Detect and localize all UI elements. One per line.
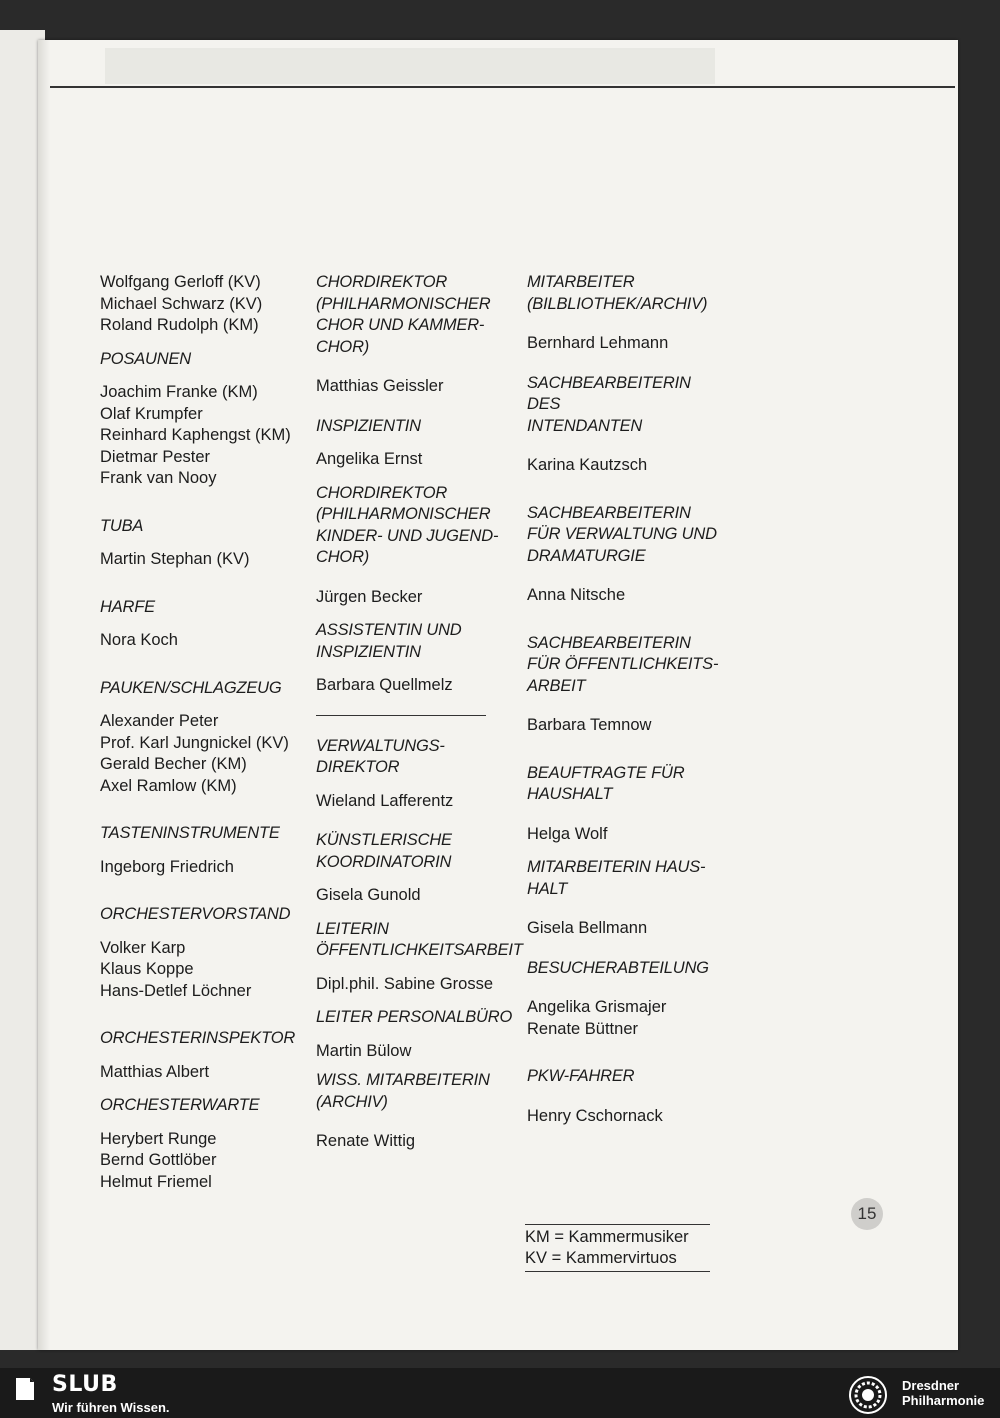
- section-heading-sachbearbeiterin-oeffentlichkeit: SACHBEARBEITERIN: [527, 633, 691, 652]
- name: Henry Cschornack: [527, 1106, 663, 1125]
- name: Dipl.phil. Sabine Grosse: [316, 974, 494, 993]
- section-heading-harfe: HARFE: [100, 597, 155, 616]
- header-bleed-through: [105, 48, 715, 84]
- name: Frank van Nooy: [100, 469, 217, 487]
- name: Gisela Gunold: [316, 886, 421, 904]
- header-rule: [50, 86, 955, 88]
- name: Michael Schwarz (KV): [100, 294, 263, 313]
- page-number: 15: [851, 1198, 883, 1230]
- section-heading-chordirektor-kinder: CHOR): [316, 548, 370, 566]
- name: Olaf Krumpfer: [100, 404, 203, 423]
- dp-line-1: Dresdner: [902, 1378, 960, 1393]
- section-heading-verwaltungsdirektor: VERWALTUNGS-: [316, 736, 445, 755]
- section-heading-beauftragte-haushalt: HAUSHALT: [527, 785, 613, 803]
- section-heading-chordirektor-kinder: CHORDIREKTOR: [316, 483, 448, 502]
- name: Gisela Bellmann: [527, 919, 648, 937]
- section-heading-assistentin: ASSISTENTIN UND: [316, 621, 462, 639]
- name: Reinhard Kaphengst (KM): [100, 426, 291, 444]
- section-heading-chordirektor-kinder: (PHILHARMONISCHER: [316, 505, 491, 523]
- name: Renate Wittig: [316, 1132, 416, 1150]
- section-heading-orchestervorstand: ORCHESTERVORSTAND: [100, 905, 291, 923]
- page-fold: [38, 40, 50, 1350]
- name: Karina Kautzsch: [527, 456, 648, 474]
- section-heading-sachbearbeiterin-oeffentlichkeit: ARBEIT: [527, 676, 586, 695]
- separator-line: [316, 715, 486, 716]
- name: Barbara Temnow: [527, 716, 652, 734]
- section-heading-chordirektor-kinder: KINDER- UND JUGEND-: [316, 526, 499, 545]
- section-heading-sachbearbeiterin-intendanten: SACHBEARBEITERIN DES: [527, 373, 691, 413]
- dresdner-philharmonie-logo-icon: [843, 1374, 893, 1414]
- section-heading-mitarbeiterin-haushalt: HALT: [527, 879, 568, 898]
- name: Ingeborg Friedrich: [100, 857, 234, 876]
- section-heading-posaunen: POSAUNEN: [100, 349, 192, 368]
- section-heading-sachbearbeiterin-verwaltung: FÜR VERWALTUNG UND: [527, 525, 717, 543]
- section-heading-verwaltungsdirektor: DIREKTOR: [316, 758, 400, 776]
- name: Helmut Friemel: [100, 1172, 212, 1191]
- name: Renate Büttner: [527, 1019, 638, 1038]
- section-heading-sachbearbeiterin-verwaltung: DRAMATURGIE: [527, 546, 646, 565]
- section-heading-chordirektor: (PHILHARMONISCHER: [316, 294, 491, 313]
- section-heading-chordirektor: CHOR): [316, 337, 370, 356]
- column-3: [527, 272, 727, 1127]
- section-heading-tasteninstrumente: TASTENINSTRUMENTE: [100, 824, 280, 842]
- name: Nora Koch: [100, 631, 178, 649]
- name: Jürgen Becker: [316, 587, 423, 606]
- name: Wolfgang Gerloff (KV): [100, 273, 261, 291]
- name: Bernhard Lehmann: [527, 334, 669, 352]
- section-heading-leiterin: LEITERIN: [316, 919, 389, 938]
- slub-logo-icon: [14, 1376, 36, 1402]
- name: Helga Wolf: [527, 824, 608, 843]
- section-heading-assistentin: INSPIZIENTIN: [316, 642, 421, 661]
- dp-line-2: Philharmonie: [902, 1393, 985, 1408]
- name: Dietmar Pester: [100, 447, 211, 466]
- section-heading-orchesterwarte: ORCHESTERWARTE: [100, 1096, 260, 1114]
- abbreviation-legend: [525, 1224, 710, 1272]
- section-heading-sachbearbeiterin-oeffentlichkeit: FÜR ÖFFENTLICHKEITS-: [527, 655, 719, 673]
- name: Volker Karp: [100, 938, 186, 957]
- name: Angelika Grismajer: [527, 998, 667, 1016]
- section-heading-mitarbeiter: (BILBLIOTHEK/ARCHIV): [527, 294, 708, 313]
- name: Barbara Quellmelz: [316, 676, 453, 694]
- section-heading-mitarbeiter: MITARBEITER: [527, 273, 635, 291]
- section-heading-mitarbeiterin-haushalt: MITARBEITERIN HAUS-: [527, 858, 706, 876]
- name: Alexander Peter: [100, 712, 219, 730]
- footer-bar: [0, 1368, 1000, 1418]
- name: Herybert Runge: [100, 1129, 217, 1148]
- section-heading-tuba: TUBA: [100, 516, 144, 535]
- section-heading-personalbuero: LEITER PERSONALBÜRO: [316, 1008, 513, 1026]
- slub-tagline: Wir führen Wissen.: [52, 1400, 170, 1415]
- section-heading-beauftragte-haushalt: BEAUFTRAGTE FÜR: [527, 763, 685, 782]
- name: Martin Bülow: [316, 1041, 412, 1060]
- name: Roland Rudolph (KM): [100, 316, 259, 334]
- section-heading-orchesterinspektor: ORCHESTERINSPEKTOR: [100, 1029, 296, 1047]
- section-heading-koordinatorin: KÜNSTLERISCHE: [316, 831, 452, 849]
- name: Hans-Detlef Löchner: [100, 981, 252, 1000]
- dresdner-philharmonie-name: [902, 1378, 984, 1408]
- section-heading-chordirektor: CHORDIREKTOR: [316, 273, 448, 291]
- name: Wieland Lafferentz: [316, 791, 454, 810]
- column-2: [316, 272, 521, 1153]
- name: Axel Ramlow (KM): [100, 776, 237, 795]
- slub-name: SLUB: [52, 1372, 118, 1397]
- name: Prof. Karl Jungnickel (KV): [100, 733, 289, 752]
- section-heading-pauken: PAUKEN/SCHLAGZEUG: [100, 678, 282, 697]
- section-heading-pkw-fahrer: PKW-FAHRER: [527, 1067, 635, 1085]
- column-1: [100, 272, 310, 1193]
- name: Matthias Albert: [100, 1062, 210, 1081]
- name: Bernd Gottlöber: [100, 1151, 217, 1169]
- legend-kv: KV = Kammervirtuos: [525, 1249, 677, 1267]
- section-heading-sachbearbeiterin-verwaltung: SACHBEARBEITERIN: [527, 503, 691, 522]
- name: Angelika Ernst: [316, 450, 423, 468]
- name: Martin Stephan (KV): [100, 550, 250, 568]
- section-heading-inspizientin: INSPIZIENTIN: [316, 416, 421, 435]
- section-heading-besucherabteilung: BESUCHERABTEILUNG: [527, 958, 709, 977]
- section-heading-leiterin: ÖFFENTLICHKEITSARBEIT: [316, 941, 523, 959]
- name: Anna Nitsche: [527, 586, 626, 604]
- name: Matthias Geissler: [316, 377, 444, 395]
- name: Klaus Koppe: [100, 960, 194, 978]
- legend-km: KM = Kammermusiker: [525, 1228, 689, 1246]
- section-heading-wiss-mitarbeiterin: (ARCHIV): [316, 1092, 388, 1111]
- section-heading-koordinatorin: KOORDINATORIN: [316, 852, 452, 871]
- name: Gerald Becher (KM): [100, 755, 247, 773]
- section-heading-sachbearbeiterin-intendanten: INTENDANTEN: [527, 416, 643, 435]
- name: Joachim Franke (KM): [100, 383, 258, 401]
- section-heading-chordirektor: CHOR UND KAMMER-: [316, 316, 485, 334]
- section-heading-wiss-mitarbeiterin: WISS. MITARBEITERIN: [316, 1071, 490, 1089]
